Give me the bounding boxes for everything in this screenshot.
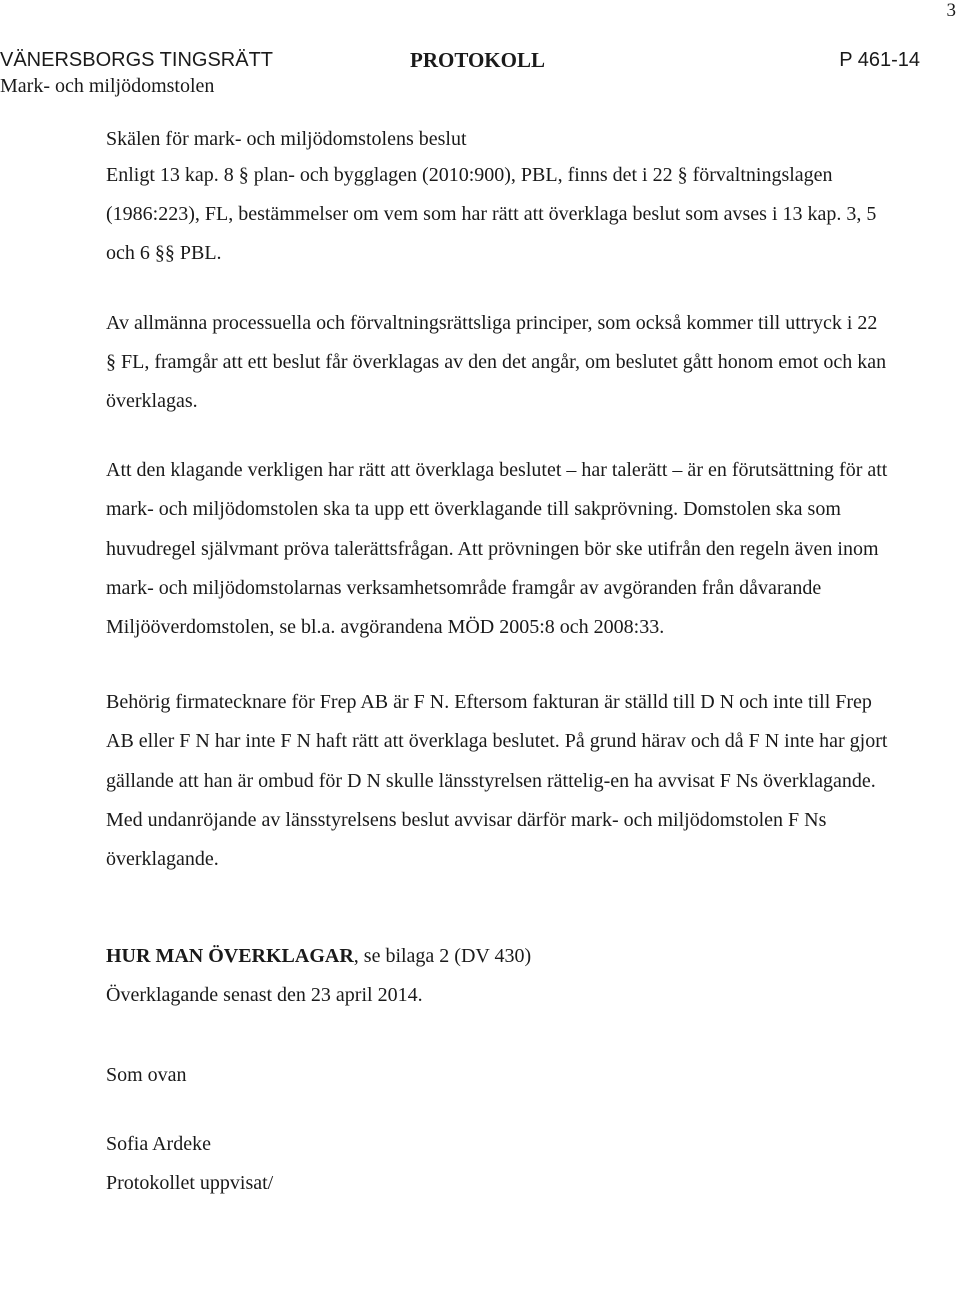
signer-name: Sofia Ardeke <box>106 1132 211 1155</box>
paragraph-standing: Att den klagande verkligen har rätt att överklaga beslutet – har talerätt – är en förutsättning för att mark- och miljödomstolen ska ta upp ett överklagande till sakprövning. Domstolen ska som huvudregel självmant pröva talerättsfrågan. Att prövningen bör ske utifrån den regeln även inom mark- och miljödomstolarnas verksamhetsområde framgår av avgöranden från dåvarande Miljööverdomstolen, se bl.a. avgörandena MÖD 2005:8 och 2008:33. <box>106 459 888 639</box>
department-name: Mark- och miljödomstolen <box>0 75 215 97</box>
document-body <box>106 122 890 1203</box>
appeal-title: HUR MAN ÖVERKLAGAR <box>106 945 354 968</box>
document-header <box>0 48 960 100</box>
paragraph-pbl: Enligt 13 kap. 8 § plan- och bygglagen (2010:900), PBL, finns det i 22 § förvaltningslagen (1986:223), FL, bestämmelser om vem som har rätt att överklaga beslut som avses i 13 kap. 3, 5 och 6 §§ PBL. <box>106 164 877 265</box>
appeal-deadline: Överklagande senast den 23 april 2014. <box>106 984 423 1007</box>
case-number: P 461-14 <box>839 49 920 71</box>
appeal-attachment: , se bilaga 2 (DV 430) <box>353 945 532 968</box>
paragraph-decision: Behörig firmatecknare för Frep AB är F N. Eftersom fakturan är ställd till D N och inte till Frep AB eller F N har inte F N haft rätt att överklaga beslutet. På grund härav och då F N inte har gjort gällande att han är ombud för D N skulle länsstyrelsen rättelig-en ha avvisat F Ns överklagande. Med undanröjande av länsstyrelsens beslut avvisar därför mark- och miljödomstolen F Ns överklagande. <box>106 691 888 871</box>
document-type: PROTOKOLL <box>410 48 545 72</box>
page-number: 3 <box>946 0 956 21</box>
paragraph-principles: Av allmänna processuella och förvaltningsrättsliga principer, som också kommer till uttryck i 22 § FL, framgår att ett beslut får överklagas av den det angår, om beslutet gått honom emot och kan överklagas. <box>106 311 887 413</box>
court-name: VÄNERSBORGS TINGSRÄTT <box>0 49 274 71</box>
protocol-shown: Protokollet uppvisat/ <box>106 1172 274 1195</box>
section-heading: Skälen för mark- och miljödomstolens beslut <box>106 128 467 150</box>
appeal-info <box>106 937 890 976</box>
som-ovan: Som ovan <box>106 1063 187 1086</box>
